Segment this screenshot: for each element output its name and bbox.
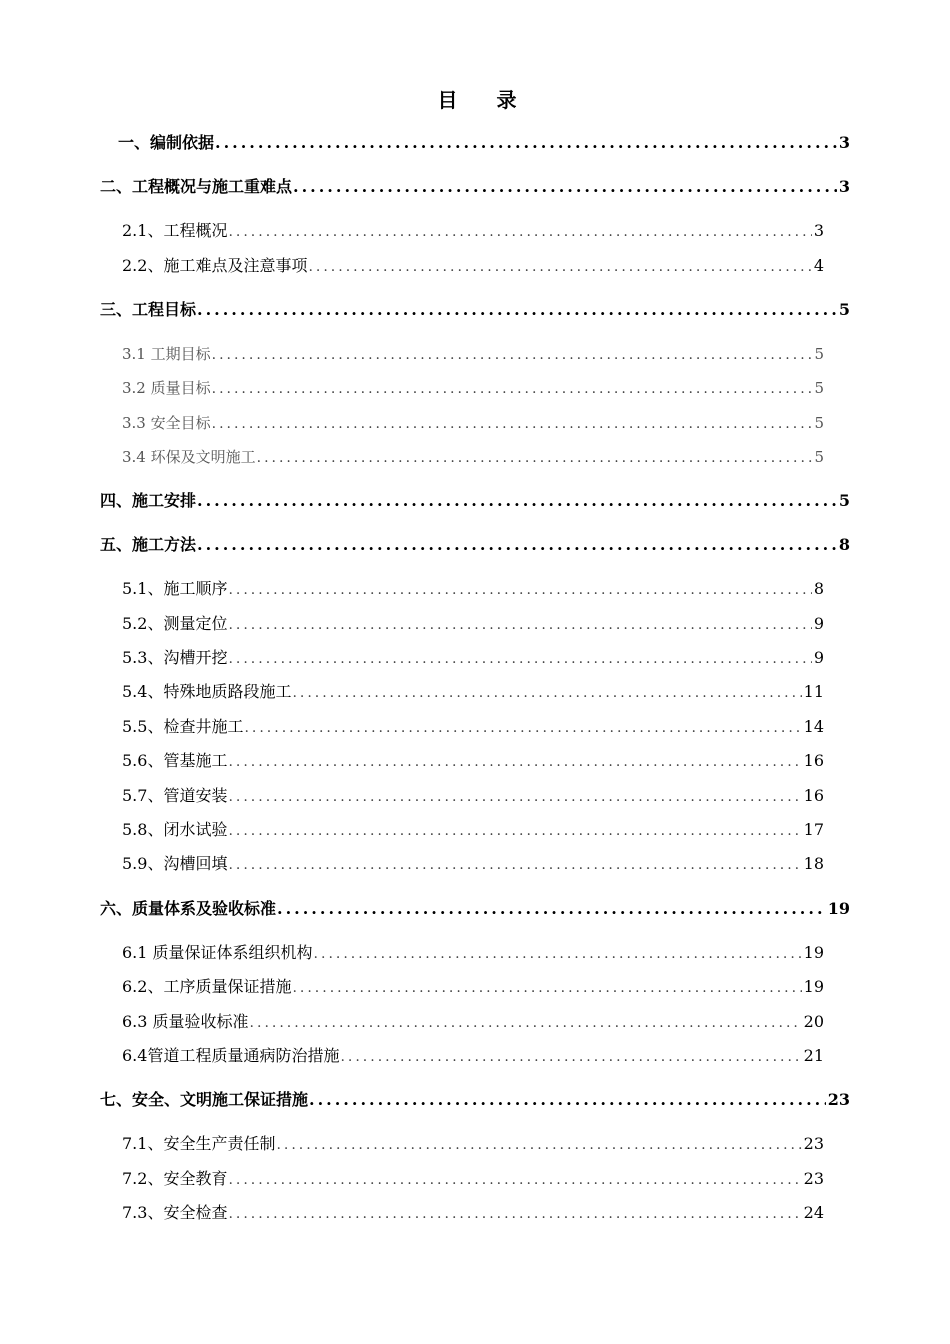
toc-entry-label: 5.4、特殊地质路段施工	[122, 682, 292, 701]
toc-entry-label: 6.3 质量验收标准	[122, 1012, 249, 1031]
toc-entry[interactable]	[122, 975, 824, 999]
dot-leader	[228, 750, 801, 773]
toc-entry-page-number: 20	[803, 1012, 824, 1031]
toc-entry-page-number: 19	[803, 977, 824, 996]
toc-entry-label: 3.2 质量目标	[122, 379, 211, 397]
dot-leader	[228, 819, 801, 842]
toc-entry[interactable]	[122, 784, 824, 808]
dot-leader	[228, 578, 811, 601]
toc-entry-label: 5.6、管基施工	[122, 751, 228, 770]
toc-entry[interactable]	[122, 852, 824, 876]
toc-entry-label: 7.1、安全生产责任制	[122, 1134, 276, 1153]
toc-entry[interactable]	[118, 131, 850, 155]
toc-entry[interactable]	[122, 1167, 824, 1191]
dot-leader	[257, 446, 813, 469]
toc-entry-label: 5.8、闭水试验	[122, 820, 228, 839]
toc-entry[interactable]	[122, 941, 824, 965]
toc-entry[interactable]	[100, 298, 850, 322]
dot-leader	[314, 942, 802, 965]
toc-entry[interactable]	[100, 533, 850, 557]
toc-entry-label: 七、安全、文明施工保证措施	[100, 1090, 309, 1109]
toc-entry[interactable]	[122, 612, 824, 636]
toc-entry-label: 四、施工安排	[100, 491, 197, 510]
toc-entry[interactable]	[122, 1044, 824, 1068]
toc-entry[interactable]	[122, 376, 824, 400]
toc-entry-page-number: 23	[827, 1090, 850, 1109]
toc-entry-page-number: 5	[814, 379, 824, 397]
toc-entry[interactable]	[122, 680, 824, 704]
toc-entry-label: 3.4 环保及文明施工	[122, 448, 256, 466]
toc-entry[interactable]	[100, 175, 850, 199]
dot-leader	[228, 785, 801, 808]
toc-entry-label: 7.3、安全检查	[122, 1203, 228, 1222]
toc-entry[interactable]	[122, 342, 824, 366]
dot-leader	[340, 1045, 801, 1068]
dot-leader	[212, 343, 813, 366]
toc-entry-label: 2.1、工程概况	[122, 221, 228, 240]
toc-entry[interactable]	[100, 1088, 850, 1112]
toc-entry-page-number: 17	[803, 820, 824, 839]
toc-entry-page-number: 19	[803, 943, 824, 962]
dot-leader	[292, 681, 801, 704]
toc-entry-page-number: 23	[803, 1134, 824, 1153]
toc-entry-page-number: 23	[803, 1169, 824, 1188]
toc-entry-label: 一、编制依据	[118, 133, 215, 152]
dot-leader	[293, 175, 837, 199]
toc-entry-label: 5.9、沟槽回填	[122, 854, 228, 873]
toc-entry-page-number: 19	[827, 899, 850, 918]
dot-leader	[309, 1088, 826, 1112]
toc-entry-page-number: 3	[838, 133, 850, 152]
toc-entry[interactable]	[122, 445, 824, 469]
dot-leader	[228, 853, 801, 876]
toc-title: 目 录	[437, 88, 533, 112]
toc-entry-label: 6.2、工序质量保证措施	[122, 977, 292, 996]
dot-leader	[212, 412, 813, 435]
toc-entry-page-number: 4	[813, 256, 824, 275]
dot-leader	[250, 1011, 802, 1034]
toc-entry-label: 5.1、施工顺序	[122, 579, 228, 598]
toc-entry-page-number: 16	[803, 751, 824, 770]
toc-entry-page-number: 21	[803, 1046, 824, 1065]
toc-entry-page-number: 8	[813, 579, 824, 598]
dot-leader	[228, 613, 811, 636]
toc-entry-page-number: 9	[813, 648, 824, 667]
dot-leader	[277, 897, 826, 921]
toc-entry-label: 六、质量体系及验收标准	[100, 899, 277, 918]
toc-entry-page-number: 24	[803, 1203, 824, 1222]
toc-entry[interactable]	[122, 254, 824, 278]
dot-leader	[228, 220, 811, 243]
toc-entry-page-number: 14	[803, 717, 824, 736]
dot-leader	[244, 716, 801, 739]
toc-entry-label: 二、工程概况与施工重难点	[100, 177, 293, 196]
dot-leader	[215, 131, 837, 155]
toc-entry-label: 6.1 质量保证体系组织机构	[122, 943, 313, 962]
toc-entry[interactable]	[122, 715, 824, 739]
dot-leader	[212, 377, 813, 400]
toc-entry-page-number: 5	[814, 448, 824, 466]
toc-entry-label: 三、工程目标	[100, 300, 197, 319]
toc-entry-label: 3.1 工期目标	[122, 345, 211, 363]
dot-leader	[197, 298, 837, 322]
toc-entry[interactable]	[122, 1132, 824, 1156]
toc-entry[interactable]	[100, 897, 850, 921]
toc-entry[interactable]	[122, 219, 824, 243]
dot-leader	[308, 255, 811, 278]
toc-entry-page-number: 11	[803, 682, 824, 701]
toc-entry-page-number: 16	[803, 786, 824, 805]
toc-entry[interactable]	[122, 1010, 824, 1034]
toc-entry[interactable]	[122, 1201, 824, 1225]
toc-entry[interactable]	[122, 411, 824, 435]
toc-entry[interactable]	[122, 646, 824, 670]
toc-entry-page-number: 8	[838, 535, 850, 554]
dot-leader	[197, 533, 837, 557]
toc-entry[interactable]	[122, 577, 824, 601]
toc-entry-label: 5.2、测量定位	[122, 614, 228, 633]
toc-entry-page-number: 5	[814, 345, 824, 363]
toc-entry-page-number: 3	[813, 221, 824, 240]
dot-leader	[228, 1168, 801, 1191]
toc-entry[interactable]	[122, 749, 824, 773]
toc-entry-label: 2.2、施工难点及注意事项	[122, 256, 308, 275]
dot-leader	[228, 647, 811, 670]
dot-leader	[228, 1202, 801, 1225]
toc-entry-label: 7.2、安全教育	[122, 1169, 228, 1188]
toc-entry-page-number: 5	[838, 300, 850, 319]
toc-entry-page-number: 3	[838, 177, 850, 196]
toc-entry-page-number: 9	[813, 614, 824, 633]
toc-entry-page-number: 5	[838, 491, 850, 510]
dot-leader	[197, 489, 837, 513]
toc-entry-page-number: 5	[814, 414, 824, 432]
toc-entry-label: 5.5、检查井施工	[122, 717, 244, 736]
toc-entry-label: 5.3、沟槽开挖	[122, 648, 228, 667]
toc-entry-page-number: 18	[803, 854, 824, 873]
toc-entry-label: 3.3 安全目标	[122, 414, 211, 432]
toc-entry-label: 6.4管道工程质量通病防治措施	[122, 1046, 340, 1065]
toc-entry-label: 五、施工方法	[100, 535, 197, 554]
dot-leader	[276, 1133, 801, 1156]
dot-leader	[292, 976, 801, 999]
toc-entry-label: 5.7、管道安装	[122, 786, 228, 805]
toc-entry[interactable]	[122, 818, 824, 842]
toc-entry[interactable]	[100, 489, 850, 513]
